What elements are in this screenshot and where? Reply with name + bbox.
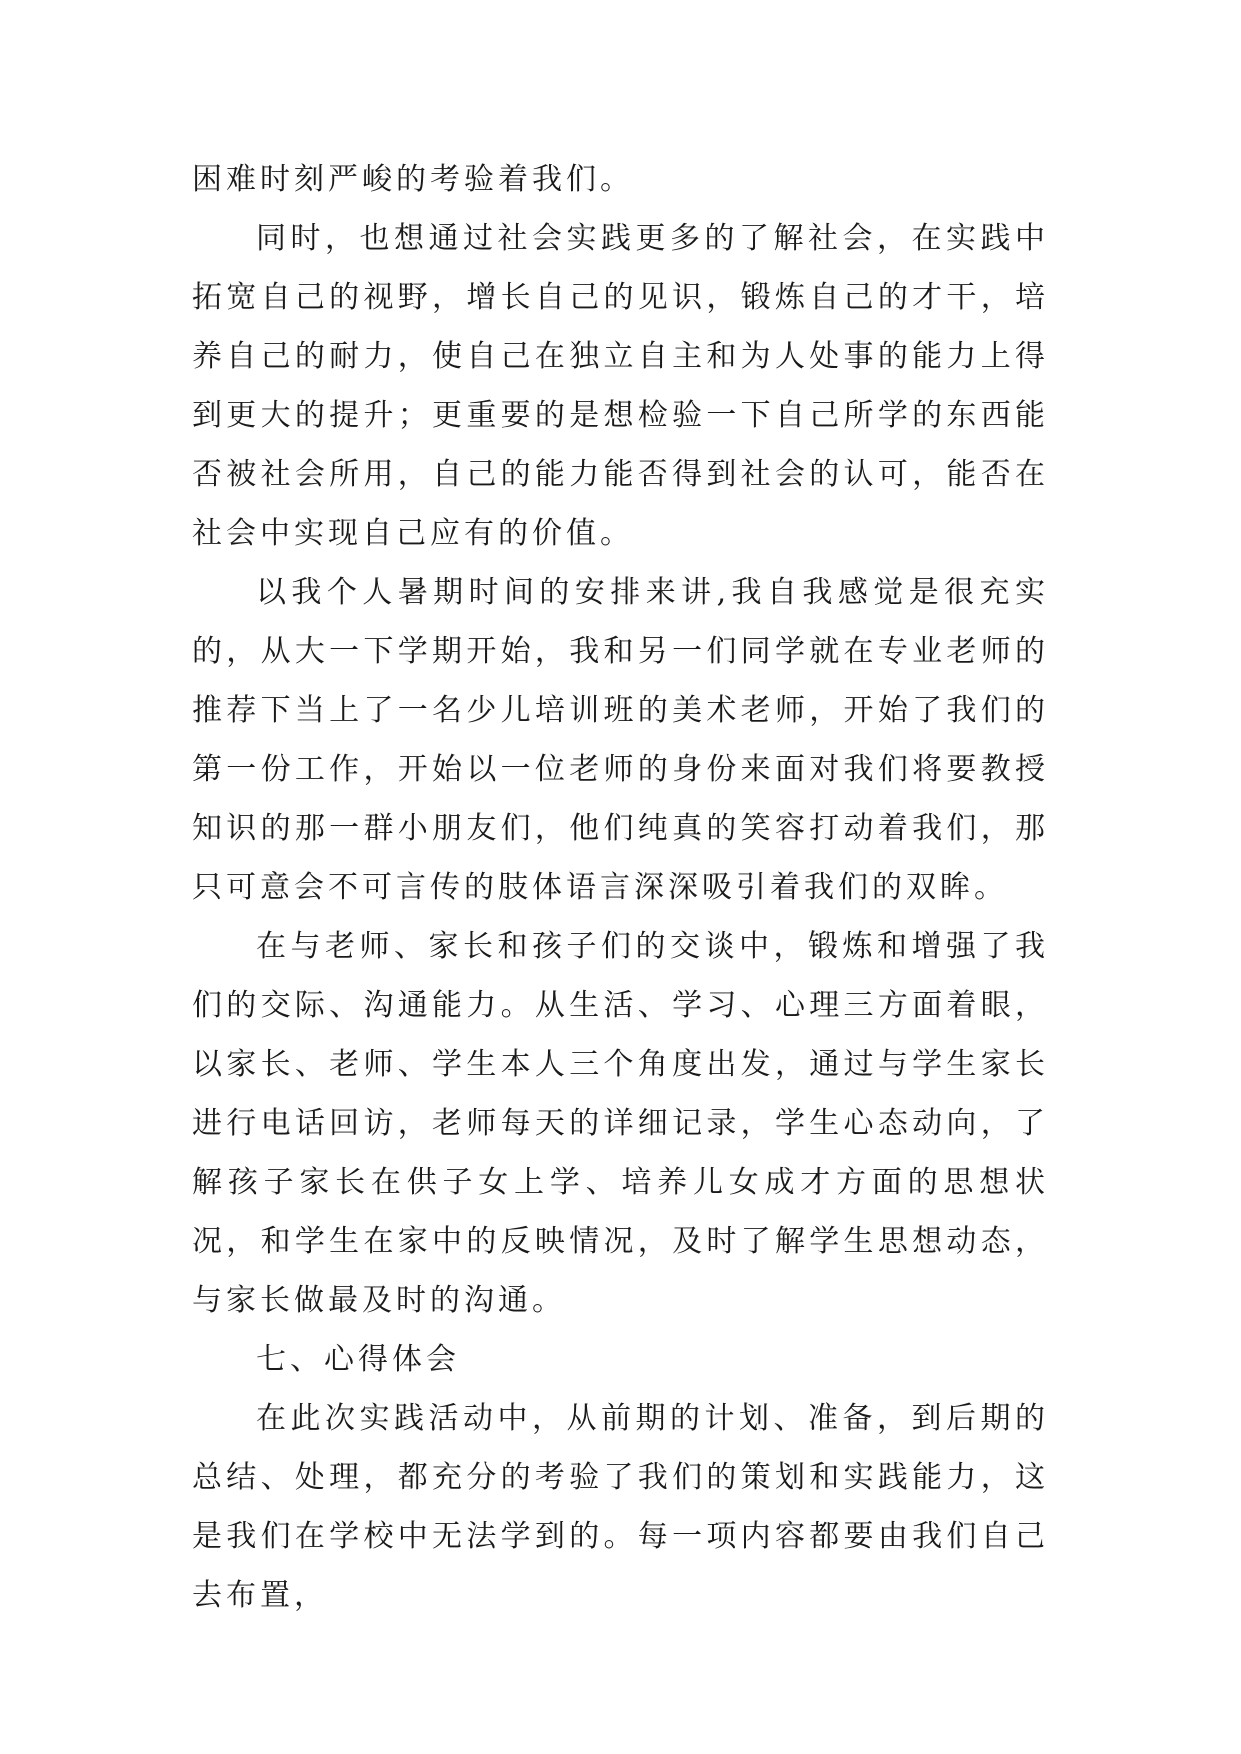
- paragraph-continuation: 困难时刻严峻的考验着我们。: [192, 162, 634, 197]
- paragraph-social-practice-goals: 同时，也想通过社会实践更多的了解社会，在实践中拓宽自己的视野，增长自己的见识，锻炼自己的才干，培养自己的耐力，使自己在独立自主和为人处事的能力上得到更大的提升；更重要的是想检验一下自己所学的东西能否被社会所用，自己的能力能否得到社会的认可，能否在社会中实现自己应有的价值。: [192, 221, 1049, 551]
- paragraph-summer-schedule: 以我个人暑期时间的安排来讲,我自我感觉是很充实的，从大一下学期开始，我和另一们同学就在专业老师的推荐下当上了一名少儿培训班的美术老师，开始了我们的第一份工作，开始以一位老师的身份来面对我们将要教授知识的那一群小朋友们，他们纯真的笑容打动着我们，那只可意会不可言传的肢体语言深深吸引着我们的双眸。: [192, 575, 1049, 905]
- section-heading-reflections: 七、心得体会: [256, 1342, 460, 1377]
- paragraph-practice-activity: 在此次实践活动中，从前期的计划、准备，到后期的总结、处理，都充分的考验了我们的策划和实践能力，这是我们在学校中无法学到的。每一项内容都要由我们自己去布置，: [192, 1401, 1049, 1613]
- document-body: [192, 150, 1049, 1625]
- paragraph-communication-skills: 在与老师、家长和孩子们的交谈中，锻炼和增强了我们的交际、沟通能力。从生活、学习、心理三方面着眼，以家长、老师、学生本人三个角度出发，通过与学生家长进行电话回访，老师每天的详细记录，学生心态动向，了解孩子家长在供子女上学、培养儿女成才方面的思想状况，和学生在家中的反映情况，及时了解学生思想动态，与家长做最及时的沟通。: [192, 929, 1049, 1318]
